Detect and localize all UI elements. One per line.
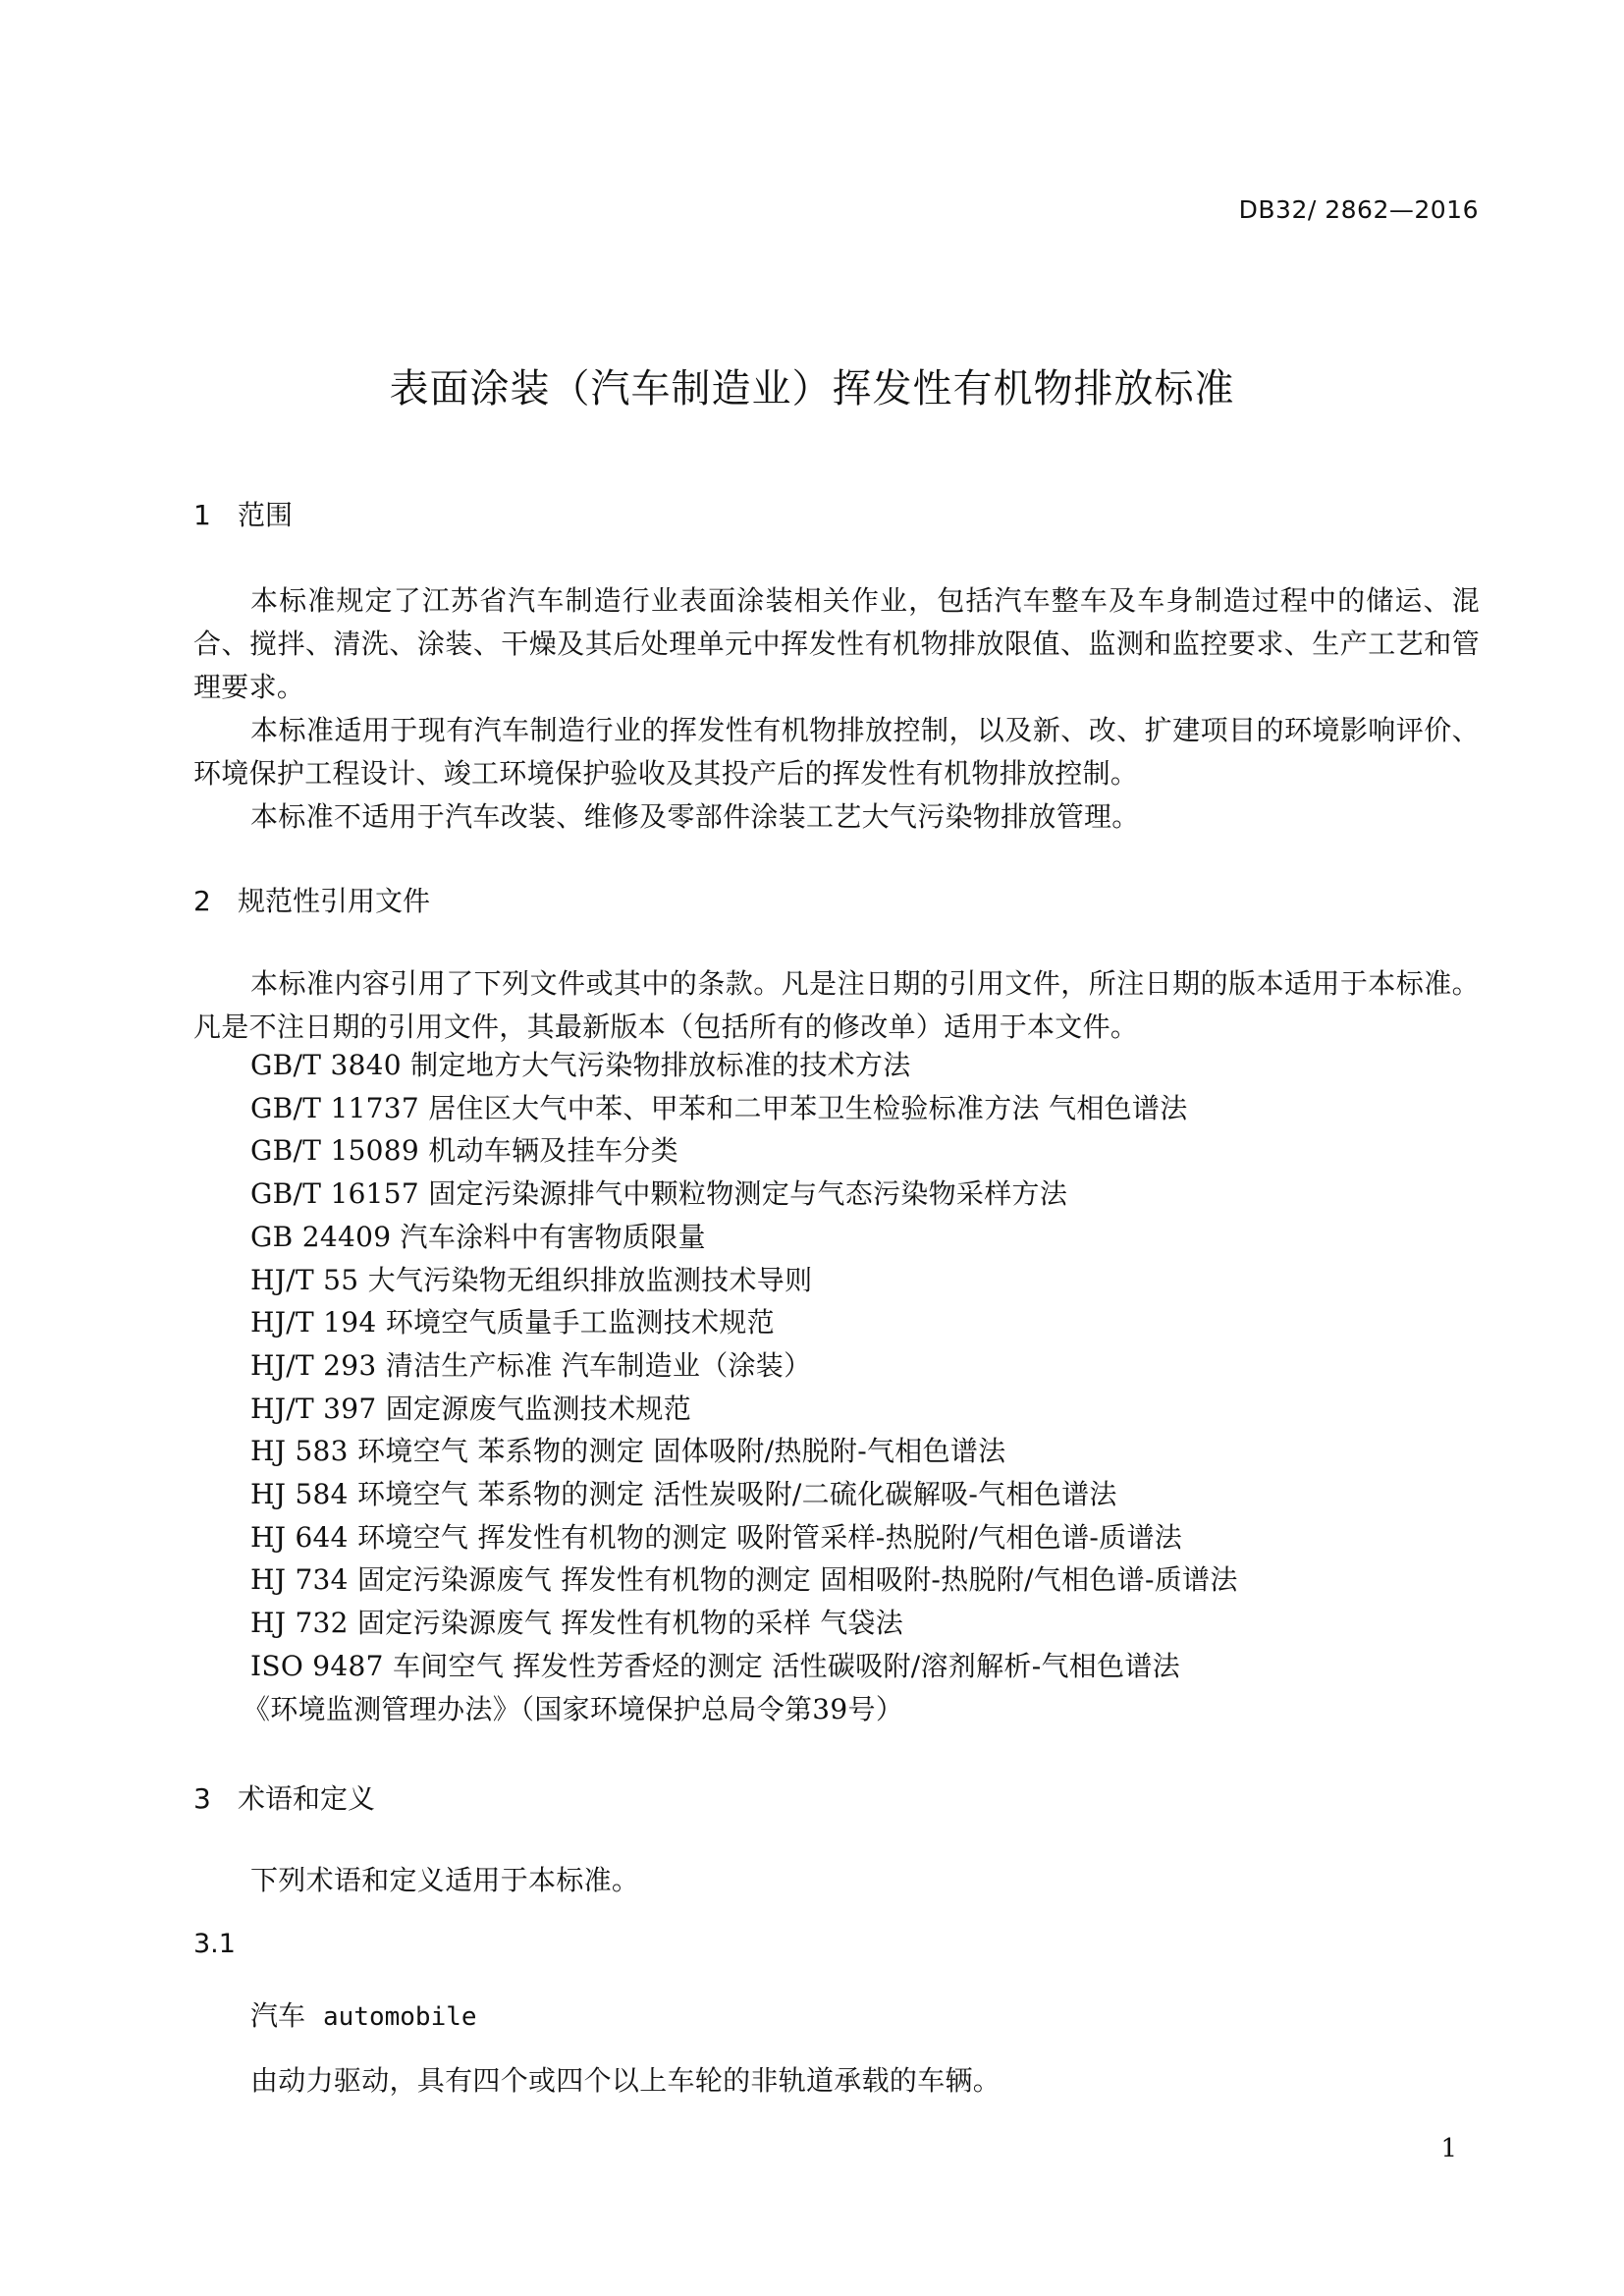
reference-list	[193, 1044, 1480, 1730]
document-title: 表面涂装（汽车制造业）挥发性有机物排放标准	[389, 366, 1235, 411]
list-item: HJ 583 环境空气 苯系物的测定 固体吸附/热脱附-气相色谱法	[250, 1435, 1006, 1468]
term-english: automobile	[323, 2002, 477, 2032]
standard-code: DB32/ 2862—2016	[1238, 195, 1479, 224]
subsection-number: 3.1	[193, 1929, 236, 1959]
list-item: HJ 584 环境空气 苯系物的测定 活性炭吸附/二硫化碳解吸-气相色谱法	[250, 1478, 1117, 1511]
list-item: GB 24409 汽车涂料中有害物质限量	[250, 1220, 706, 1253]
list-item: HJ/T 194 环境空气质量手工监测技术规范	[250, 1306, 775, 1339]
list-item: HJ/T 293 清洁生产标准 汽车制造业（涂装）	[250, 1348, 812, 1382]
list-item: 《环境监测管理办法》（国家环境保护总局令第39号）	[243, 1692, 904, 1725]
paragraph: 本标准规定了江苏省汽车制造行业表面涂装相关作业，包括汽车整车及车身制造过程中的储运、混合、搅拌、清洗、涂装、干燥及其后处理单元中挥发性有机物排放限值、监测和监控要求、生产工艺和管理要求。	[193, 584, 1480, 703]
list-item: HJ 734 固定污染源废气 挥发性有机物的测定 固相吸附-热脱附/气相色谱-质谱法	[250, 1563, 1238, 1597]
section-number: 1	[193, 499, 211, 531]
page-number: 1	[1440, 2134, 1457, 2163]
paragraph: 本标准内容引用了下列文件或其中的条款。凡是注日期的引用文件，所注日期的版本适用于本标准。凡是不注日期的引用文件，其最新版本（包括所有的修改单）适用于本文件。	[193, 967, 1480, 1043]
list-item: GB/T 11737 居住区大气中苯、甲苯和二甲苯卫生检验标准方法 气相色谱法	[250, 1091, 1188, 1124]
section-title: 范围	[238, 499, 294, 531]
list-item: HJ/T 397 固定源废气监测技术规范	[250, 1392, 691, 1425]
paragraph: 本标准适用于现有汽车制造行业的挥发性有机物排放控制，以及新、改、扩建项目的环境影响评价、环境保护工程设计、竣工环境保护验收及其投产后的挥发性有机物排放控制。	[193, 714, 1480, 790]
term-chinese: 汽车	[250, 1999, 306, 2032]
section-title: 规范性引用文件	[238, 885, 431, 917]
term-entry	[250, 1995, 477, 2034]
section-number: 3	[193, 1782, 211, 1815]
section-number: 2	[193, 885, 211, 917]
term-definition: 由动力驱动，具有四个或四个以上车轮的非轨道承载的车辆。	[250, 2064, 1001, 2097]
list-item: HJ 644 环境空气 挥发性有机物的测定 吸附管采样-热脱附/气相色谱-质谱法	[250, 1520, 1183, 1554]
list-item: HJ/T 55 大气污染物无组织排放监测技术导则	[250, 1263, 813, 1296]
paragraph: 下列术语和定义适用于本标准。	[250, 1864, 640, 1896]
list-item: GB/T 15089 机动车辆及挂车分类	[250, 1134, 678, 1168]
paragraph: 本标准不适用于汽车改装、维修及零部件涂装工艺大气污染物排放管理。	[250, 800, 1140, 833]
list-item: GB/T 16157 固定污染源排气中颗粒物测定与气态污染物采样方法	[250, 1177, 1068, 1211]
section-heading-scope	[193, 494, 293, 533]
list-item: ISO 9487 车间空气 挥发性芳香烃的测定 活性碳吸附/溶剂解析-气相色谱法	[250, 1649, 1180, 1682]
list-item: GB/T 3840 制定地方大气污染物排放标准的技术方法	[250, 1049, 911, 1081]
list-item: HJ 732 固定污染源废气 挥发性有机物的采样 气袋法	[250, 1607, 904, 1640]
section-heading-terms	[193, 1777, 375, 1817]
section-heading-references	[193, 880, 430, 919]
section-title: 术语和定义	[238, 1782, 376, 1815]
